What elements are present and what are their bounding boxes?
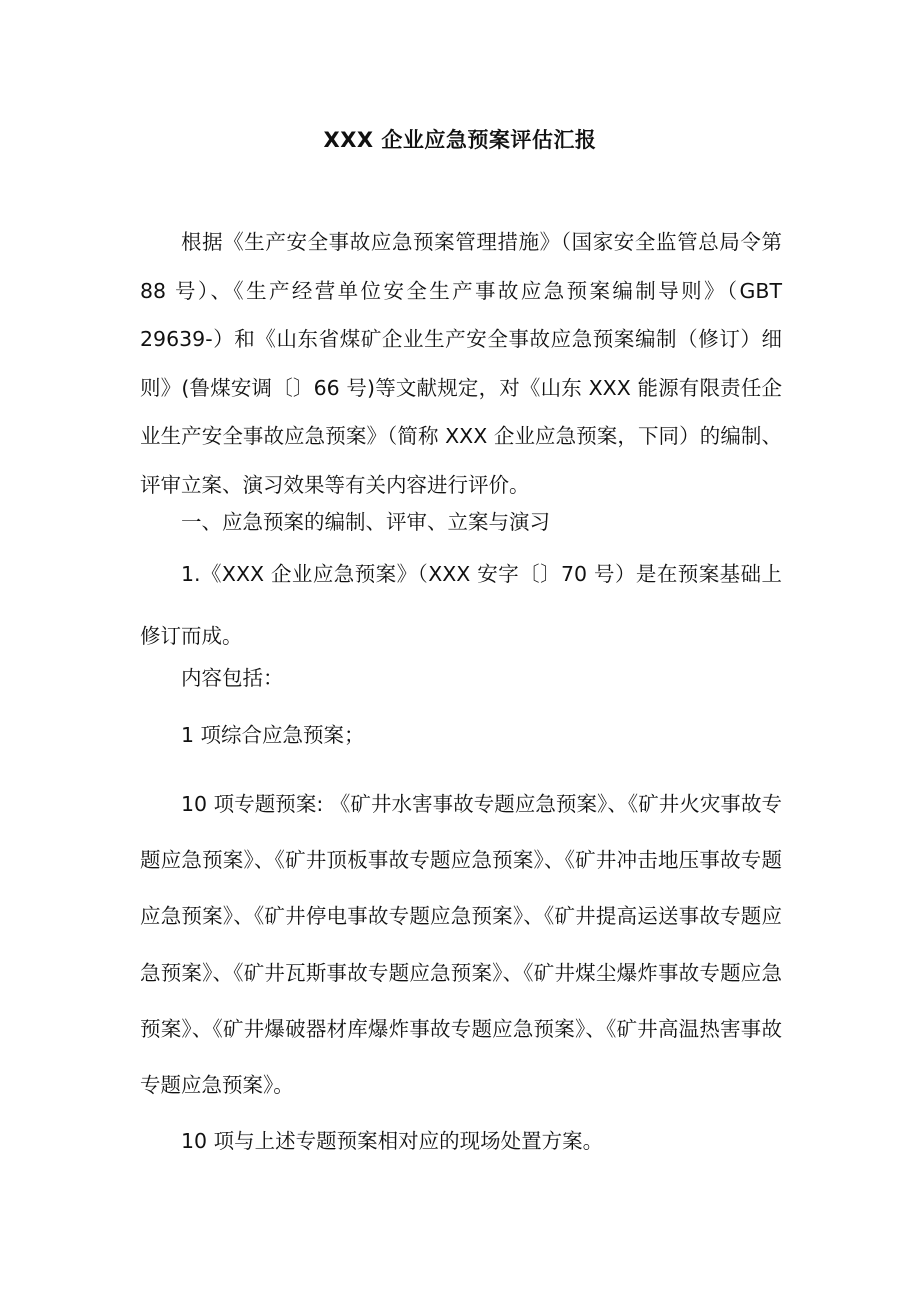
contents-label: 内容包括： <box>181 666 284 690</box>
onsite-plans-item: 10 项与上述专题预案相对应的现场处置方案。 <box>181 1129 604 1153</box>
section-1-heading: 一、应急预案的编制、评审、立案与演习 <box>181 510 550 534</box>
special-plans-paragraph: 10 项专题预案: 《矿井水害事故专题应急预案》、《矿井火灾事故专题应急预案》、《矿井顶板事故专题应急预案》、《矿井冲击地压事故专题应急预案》、《矿井停电事故专题应急预案》、《矿井提高运送事故专题应急预案》、《矿井瓦斯事故专题应急预案》、《矿井煤尘爆炸事故专题应急预案》、《矿井爆破器材库爆炸事故专题应急预案》、《矿井高温热害事故专题应急预案》。 <box>140 792 782 1098</box>
item-1-paragraph: 1.《XXX 企业应急预案》（XXX 安字〔〕70 号）是在预案基础上修订而成。 <box>140 562 782 648</box>
intro-paragraph: 根据《生产安全事故应急预案管理措施》（国家安全监管总局令第 88 号）、《生产经营单位安全生产事故应急预案编制导则》（GBT 29639-）和《山东省煤矿企业生产安全事故应急预案编制（修订）细则》(鲁煤安调〔〕66 号)等文献规定，对《山东 XXX 能源有限责任企业生产安全事故应急预案》（简称 XXX 企业应急预案，下同）的编制、评审立案、演习效果等有关内容进行评价。 <box>140 230 782 497</box>
comprehensive-plan-item: 1 项综合应急预案； <box>181 723 365 747</box>
document-title: XXX 企业应急预案评估汇报 <box>323 128 597 152</box>
